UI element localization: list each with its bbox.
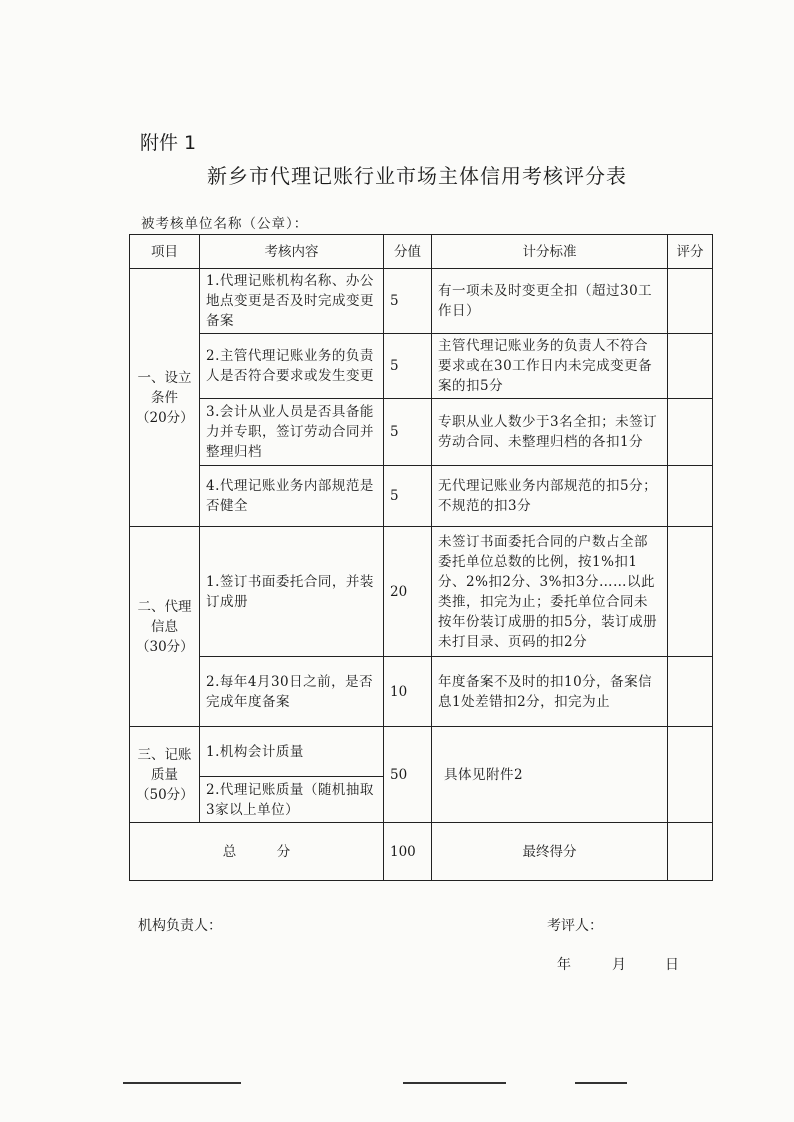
date-day: 日	[665, 957, 679, 973]
header-score: 分值	[384, 235, 432, 269]
content-cell: 3.会计从业人员是否具备能力并专职，签订劳动合同并整理归档	[200, 399, 384, 466]
content-cell: 2.主管代理记账业务的负责人是否符合要求或发生变更	[200, 334, 384, 399]
score-cell: 20	[384, 527, 432, 657]
standard-cell: 无代理记账业务内部规范的扣5分；不规范的扣3分	[432, 466, 668, 527]
total-score: 100	[384, 823, 432, 881]
institution-head-label: 机构负责人：	[138, 918, 222, 934]
standard-cell: 年度备案不及时的扣10分，备案信息1处差错扣2分，扣完为止	[432, 657, 668, 727]
score-cell: 10	[384, 657, 432, 727]
footer-rule	[575, 1082, 627, 1084]
content-cell: 1.机构会计质量	[200, 727, 384, 777]
category-cell: 三、记账质量（50分）	[130, 727, 200, 823]
score-cell: 5	[384, 334, 432, 399]
footer-rule	[123, 1082, 241, 1084]
rating-cell[interactable]	[668, 466, 713, 527]
score-cell: 5	[384, 466, 432, 527]
standard-cell: 有一项未及时变更全扣（超过30工作日）	[432, 269, 668, 334]
evaluator-label: 考评人：	[547, 918, 603, 934]
header-content: 考核内容	[200, 235, 384, 269]
table-header-row	[130, 235, 713, 269]
score-table	[129, 234, 713, 881]
standard-cell: 专职从业人数少于3名全扣；未签订劳动合同、未整理归档的各扣1分	[432, 399, 668, 466]
page-title: 新乡市代理记账行业市场主体信用考核评分表	[207, 164, 627, 188]
score-cell: 50	[384, 727, 432, 823]
standard-cell: 主管代理记账业务的负责人不符合要求或在30工作日内未完成变更备案的扣5分	[432, 334, 668, 399]
rating-cell[interactable]	[668, 527, 713, 657]
date-year: 年	[557, 957, 571, 973]
category-cell: 二、代理信息（30分）	[130, 527, 200, 727]
footer-rule	[403, 1082, 506, 1084]
total-label: 总 分	[130, 823, 384, 881]
unit-name-label: 被考核单位名称（公章）：	[141, 216, 309, 232]
content-cell: 1.代理记账机构名称、办公地点变更是否及时完成变更备案	[200, 269, 384, 334]
category-cell: 一、设立条件（20分）	[130, 269, 200, 527]
date-month: 月	[612, 957, 626, 973]
standard-cell: 具体见附件2	[432, 727, 668, 823]
rating-cell[interactable]	[668, 399, 713, 466]
table-row	[130, 269, 713, 334]
score-cell: 5	[384, 269, 432, 334]
rating-cell[interactable]	[668, 334, 713, 399]
content-cell: 2.每年4月30日之前，是否完成年度备案	[200, 657, 384, 727]
attachment-label: 附件 1	[140, 132, 197, 154]
header-item: 项目	[130, 235, 200, 269]
table-row	[130, 399, 713, 466]
table-row	[130, 657, 713, 727]
header-rating: 评分	[668, 235, 713, 269]
rating-cell[interactable]	[668, 269, 713, 334]
content-cell: 2.代理记账质量（随机抽取3家以上单位）	[200, 777, 384, 823]
rating-cell[interactable]	[668, 657, 713, 727]
final-score-cell[interactable]	[668, 823, 713, 881]
table-row	[130, 727, 713, 777]
table-row	[130, 527, 713, 657]
table-row	[130, 466, 713, 527]
header-standard: 计分标准	[432, 235, 668, 269]
standard-cell: 未签订书面委托合同的户数占全部委托单位总数的比例，按1%扣1分、2%扣2分、3%扣3分……以此类推，扣完为止；委托单位合同未按年份装订成册的扣5分，装订成册未打目录、页码的扣2分	[432, 527, 668, 657]
content-cell: 1.签订书面委托合同，并装订成册	[200, 527, 384, 657]
score-cell: 5	[384, 399, 432, 466]
final-score-label: 最终得分	[432, 823, 668, 881]
total-row	[130, 823, 713, 881]
rating-cell[interactable]	[668, 727, 713, 823]
table-row	[130, 334, 713, 399]
content-cell: 4.代理记账业务内部规范是否健全	[200, 466, 384, 527]
